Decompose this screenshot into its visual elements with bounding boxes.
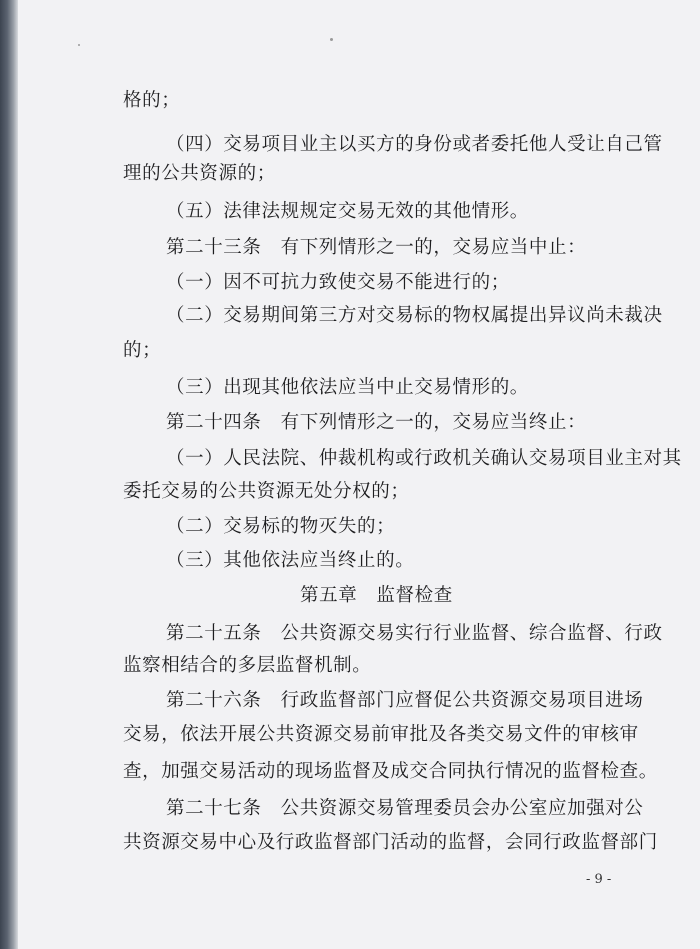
text-line-21: 共资源交易中心及行政监督部门活动的监督，会同行政监督部门: [123, 832, 658, 853]
text-line-6: （一）因不可抗力致使交易不能进行的；: [166, 272, 510, 293]
text-line-20: 第二十七条 公共资源交易管理委员会办公室应加强对公: [166, 798, 644, 819]
text-line-17: 第二十六条 行政监督部门应督促公共资源交易项目进场: [166, 690, 644, 711]
chapter-heading: 第五章 监督检查: [300, 585, 453, 606]
text-line-5: 第二十三条 有下列情形之一的，交易应当中止：: [166, 237, 587, 258]
text-line-14: （三）其他依法应当终止的。: [166, 550, 415, 571]
text-line-4: （五）法律法规规定交易无效的其他情形。: [166, 201, 529, 222]
text-line-19: 查，加强交易活动的现场监督及成交合同执行情况的监督检查。: [123, 761, 658, 782]
binding-edge: [0, 0, 18, 949]
text-line-7: （二）交易期间第三方对交易标的物权属提出异议尚未裁决: [166, 305, 663, 326]
text-line-1: 格的；: [123, 90, 181, 111]
text-line-13: （二）交易标的物灭失的；: [166, 516, 396, 537]
text-line-10: 第二十四条 有下列情形之一的，交易应当终止：: [166, 412, 587, 433]
document-page: [18, 0, 700, 949]
page-number: - 9 -: [586, 872, 612, 887]
text-line-2: （四）交易项目业主以买方的身份或者委托他人受让自己管: [166, 134, 663, 155]
text-line-3: 理的公共资源的；: [123, 163, 276, 184]
text-line-15: 第二十五条 公共资源交易实行行业监督、综合监督、行政: [166, 623, 663, 644]
text-line-18: 交易，依法开展公共资源交易前审批及各类交易文件的审核审: [123, 724, 639, 745]
text-line-11: （一）人民法院、仲裁机构或行政机关确认交易项目业主对其: [166, 448, 682, 469]
text-line-9: （三）出现其他依法应当中止交易情形的。: [166, 377, 529, 398]
text-line-16: 监察相结合的多层监督机制。: [123, 655, 372, 676]
scan-speck: [78, 44, 80, 46]
scan-speck: [330, 38, 333, 41]
text-line-12: 委托交易的公共资源无处分权的；: [123, 481, 410, 502]
text-line-8: 的；: [123, 340, 162, 361]
